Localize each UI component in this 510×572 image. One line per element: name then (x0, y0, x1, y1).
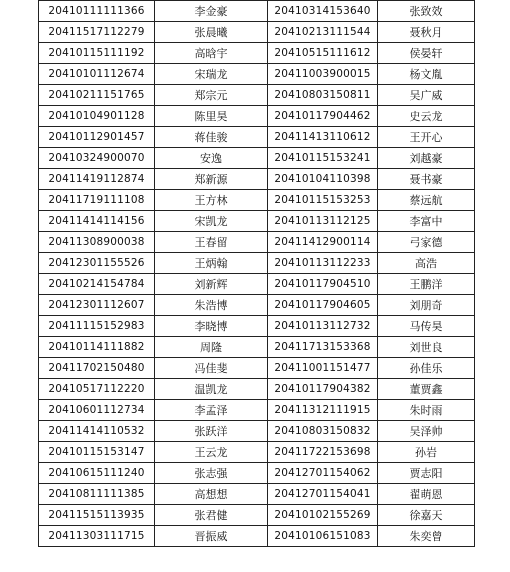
student-name-cell: 宋瑞龙 (155, 64, 268, 85)
student-id-cell: 20411419112874 (39, 169, 155, 190)
table-row (39, 505, 475, 526)
table-row (39, 442, 475, 463)
student-name-cell: 徐嘉天 (378, 505, 475, 526)
student-id-cell: 20410113112732 (268, 316, 378, 337)
student-id-cell: 20410811111385 (39, 484, 155, 505)
student-id-cell: 20410115153147 (39, 442, 155, 463)
student-id-cell: 20411414114156 (39, 211, 155, 232)
student-id-cell: 20410115153253 (268, 190, 378, 211)
student-id-cell: 20410114111882 (39, 337, 155, 358)
student-name-cell: 李富中 (378, 211, 475, 232)
table-row (39, 421, 475, 442)
student-id-cell: 20412301155526 (39, 253, 155, 274)
student-id-cell: 20411303111715 (39, 526, 155, 547)
student-id-cell: 20410101112674 (39, 64, 155, 85)
student-id-cell: 20410115111192 (39, 43, 155, 64)
table-row (39, 295, 475, 316)
student-id-cell: 20410214154784 (39, 274, 155, 295)
student-id-cell: 20410803150832 (268, 421, 378, 442)
student-name-cell: 张跃洋 (155, 421, 268, 442)
student-name-cell: 朱时雨 (378, 400, 475, 421)
student-id-cell: 20412701154062 (268, 463, 378, 484)
student-id-cell: 20410104110398 (268, 169, 378, 190)
student-name-cell: 贾志阳 (378, 463, 475, 484)
student-id-cell: 20412701154041 (268, 484, 378, 505)
student-name-cell: 杨文胤 (378, 64, 475, 85)
table-row (39, 169, 475, 190)
table-row (39, 274, 475, 295)
student-id-cell: 20411003900015 (268, 64, 378, 85)
student-name-cell: 李晓博 (155, 316, 268, 337)
student-name-cell: 周隆 (155, 337, 268, 358)
student-name-cell: 陈里昊 (155, 106, 268, 127)
table-row (39, 232, 475, 253)
student-id-cell: 20411308900038 (39, 232, 155, 253)
student-id-cell: 20410517112220 (39, 379, 155, 400)
student-id-cell: 20410104901128 (39, 106, 155, 127)
student-id-cell: 20410113112125 (268, 211, 378, 232)
student-name-cell: 宋凯龙 (155, 211, 268, 232)
student-name-cell: 张君健 (155, 505, 268, 526)
student-name-cell: 刘越豪 (378, 148, 475, 169)
student-id-cell: 20411713153368 (268, 337, 378, 358)
student-id-cell: 20410615111240 (39, 463, 155, 484)
table-row (39, 148, 475, 169)
student-id-cell: 20411517112279 (39, 22, 155, 43)
student-name-cell: 刘世良 (378, 337, 475, 358)
roster-table (38, 0, 475, 547)
student-id-cell: 20411412900114 (268, 232, 378, 253)
table-row (39, 1, 475, 22)
student-id-cell: 20410324900070 (39, 148, 155, 169)
student-name-cell: 朱浩博 (155, 295, 268, 316)
table-row (39, 22, 475, 43)
student-name-cell: 蒋佳骏 (155, 127, 268, 148)
student-id-cell: 20410113112233 (268, 253, 378, 274)
student-name-cell: 吴泽帅 (378, 421, 475, 442)
student-name-cell: 高晗宇 (155, 43, 268, 64)
student-name-cell: 刘朋奇 (378, 295, 475, 316)
student-id-cell: 20410117904382 (268, 379, 378, 400)
student-id-cell: 20410117904462 (268, 106, 378, 127)
student-name-cell: 晋振威 (155, 526, 268, 547)
student-id-cell: 20410117904605 (268, 295, 378, 316)
student-name-cell: 冯佳斐 (155, 358, 268, 379)
student-name-cell: 李孟泽 (155, 400, 268, 421)
student-id-cell: 20410112901457 (39, 127, 155, 148)
table-row (39, 127, 475, 148)
student-id-cell: 20411722153698 (268, 442, 378, 463)
student-name-cell: 温凯龙 (155, 379, 268, 400)
table-row (39, 106, 475, 127)
table-row (39, 463, 475, 484)
student-name-cell: 翟萌恩 (378, 484, 475, 505)
student-name-cell: 安逸 (155, 148, 268, 169)
student-id-cell: 20410211151765 (39, 85, 155, 106)
student-name-cell: 王鹏洋 (378, 274, 475, 295)
student-id-cell: 20411001151477 (268, 358, 378, 379)
student-name-cell: 刘新辉 (155, 274, 268, 295)
roster-table-body (39, 1, 475, 547)
student-name-cell: 王春留 (155, 232, 268, 253)
student-name-cell: 朱奕曾 (378, 526, 475, 547)
table-row (39, 43, 475, 64)
student-name-cell: 孙佳乐 (378, 358, 475, 379)
student-id-cell: 20411702150480 (39, 358, 155, 379)
student-name-cell: 吴广威 (378, 85, 475, 106)
table-row (39, 484, 475, 505)
table-row (39, 526, 475, 547)
student-name-cell: 侯晏轩 (378, 43, 475, 64)
student-name-cell: 王云龙 (155, 442, 268, 463)
student-name-cell: 张志强 (155, 463, 268, 484)
student-name-cell: 王方林 (155, 190, 268, 211)
student-name-cell: 王炳翰 (155, 253, 268, 274)
student-name-cell: 王开心 (378, 127, 475, 148)
student-id-cell: 20410213111544 (268, 22, 378, 43)
student-name-cell: 高浩 (378, 253, 475, 274)
student-id-cell: 20410803150811 (268, 85, 378, 106)
table-row (39, 400, 475, 421)
student-id-cell: 20410102155269 (268, 505, 378, 526)
student-name-cell: 聂书豪 (378, 169, 475, 190)
student-id-cell: 20410115153241 (268, 148, 378, 169)
student-name-cell: 郑新源 (155, 169, 268, 190)
table-row (39, 211, 475, 232)
student-name-cell: 张致效 (378, 1, 475, 22)
student-id-cell: 20410111111366 (39, 1, 155, 22)
student-name-cell: 郑宗元 (155, 85, 268, 106)
student-name-cell: 蔡远航 (378, 190, 475, 211)
student-id-cell: 20410106151083 (268, 526, 378, 547)
table-row (39, 85, 475, 106)
student-id-cell: 20411414110532 (39, 421, 155, 442)
student-id-cell: 20411115152983 (39, 316, 155, 337)
student-id-cell: 20411515113935 (39, 505, 155, 526)
table-row (39, 379, 475, 400)
table-row (39, 253, 475, 274)
student-id-cell: 20412301112607 (39, 295, 155, 316)
student-id-cell: 20410515111612 (268, 43, 378, 64)
student-id-cell: 20411312111915 (268, 400, 378, 421)
student-name-cell: 史云龙 (378, 106, 475, 127)
student-name-cell: 聂秋月 (378, 22, 475, 43)
table-row (39, 64, 475, 85)
student-name-cell: 弓家德 (378, 232, 475, 253)
student-id-cell: 20411413110612 (268, 127, 378, 148)
table-row (39, 337, 475, 358)
table-row (39, 358, 475, 379)
student-name-cell: 孙岩 (378, 442, 475, 463)
student-name-cell: 马传昊 (378, 316, 475, 337)
table-row (39, 316, 475, 337)
student-id-cell: 20410314153640 (268, 1, 378, 22)
student-name-cell: 高想想 (155, 484, 268, 505)
student-id-cell: 20410117904510 (268, 274, 378, 295)
student-name-cell: 董贾鑫 (378, 379, 475, 400)
student-id-cell: 20410601112734 (39, 400, 155, 421)
table-row (39, 190, 475, 211)
student-name-cell: 张晨曦 (155, 22, 268, 43)
student-name-cell: 李金豪 (155, 1, 268, 22)
student-id-cell: 20411719111108 (39, 190, 155, 211)
